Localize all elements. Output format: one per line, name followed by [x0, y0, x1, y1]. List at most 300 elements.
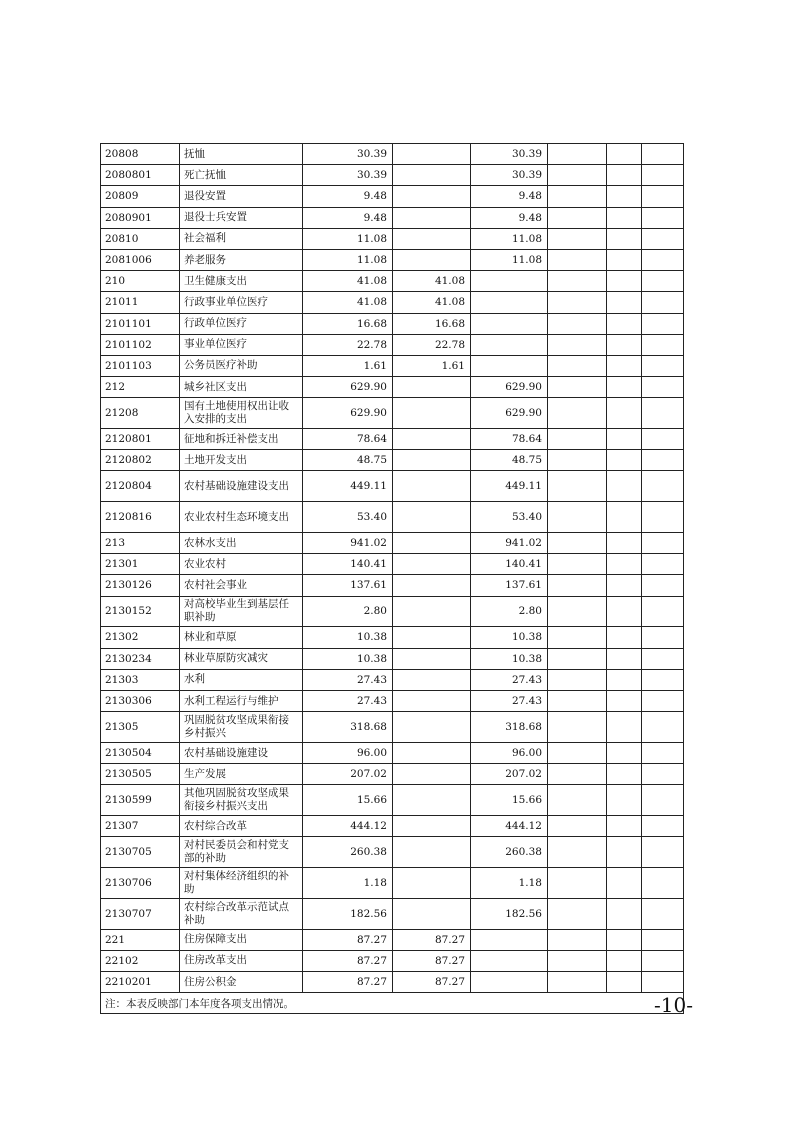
- empty-cell: [607, 972, 642, 993]
- empty-cell: [607, 165, 642, 186]
- empty-cell: [607, 429, 642, 450]
- code-cell: 21302: [101, 627, 180, 648]
- empty-cell: [607, 249, 642, 270]
- empty-cell: [607, 950, 642, 971]
- name-cell: 社会福利: [180, 228, 303, 249]
- name-cell: 城乡社区支出: [180, 377, 303, 398]
- basic-cell: [393, 868, 471, 899]
- empty-cell: [607, 868, 642, 899]
- empty-cell: [548, 313, 607, 334]
- basic-cell: [393, 533, 471, 554]
- code-cell: 2080801: [101, 165, 180, 186]
- basic-cell: 1.61: [393, 355, 471, 376]
- table-row: [101, 972, 684, 993]
- code-cell: 2120801: [101, 429, 180, 450]
- project-cell: 10.38: [471, 648, 548, 669]
- total-cell: 87.27: [303, 972, 393, 993]
- code-cell: 212: [101, 377, 180, 398]
- basic-cell: [393, 712, 471, 743]
- project-cell: 9.48: [471, 207, 548, 228]
- total-cell: 87.27: [303, 950, 393, 971]
- table-row: [101, 712, 684, 743]
- total-cell: 41.08: [303, 292, 393, 313]
- empty-cell: [642, 207, 684, 228]
- name-cell: 农村综合改革示范试点补助: [180, 898, 303, 929]
- project-cell: [471, 950, 548, 971]
- empty-cell: [548, 207, 607, 228]
- table-row: [101, 764, 684, 785]
- empty-cell: [642, 165, 684, 186]
- total-cell: 30.39: [303, 144, 393, 165]
- code-cell: 210: [101, 271, 180, 292]
- code-cell: 2120816: [101, 502, 180, 533]
- project-cell: 941.02: [471, 533, 548, 554]
- table-row: [101, 398, 684, 429]
- code-cell: 21011: [101, 292, 180, 313]
- empty-cell: [607, 627, 642, 648]
- table-row: [101, 144, 684, 165]
- empty-cell: [642, 764, 684, 785]
- empty-cell: [548, 785, 607, 816]
- empty-cell: [548, 648, 607, 669]
- project-cell: [471, 271, 548, 292]
- name-cell: 养老服务: [180, 249, 303, 270]
- empty-cell: [642, 554, 684, 575]
- project-cell: 182.56: [471, 898, 548, 929]
- code-cell: 20809: [101, 186, 180, 207]
- total-cell: 11.08: [303, 249, 393, 270]
- empty-cell: [607, 398, 642, 429]
- empty-cell: [642, 502, 684, 533]
- table-row: [101, 228, 684, 249]
- name-cell: 土地开发支出: [180, 450, 303, 471]
- table-row: [101, 785, 684, 816]
- project-cell: 27.43: [471, 690, 548, 711]
- code-cell: 2120804: [101, 471, 180, 502]
- code-cell: 2120802: [101, 450, 180, 471]
- project-cell: 27.43: [471, 669, 548, 690]
- project-cell: 11.08: [471, 228, 548, 249]
- empty-cell: [607, 186, 642, 207]
- empty-cell: [642, 669, 684, 690]
- total-cell: 2.80: [303, 596, 393, 627]
- total-cell: 260.38: [303, 837, 393, 868]
- project-cell: 48.75: [471, 450, 548, 471]
- empty-cell: [548, 898, 607, 929]
- empty-cell: [548, 929, 607, 950]
- empty-cell: [642, 712, 684, 743]
- empty-cell: [607, 334, 642, 355]
- basic-cell: [393, 554, 471, 575]
- table-row: [101, 669, 684, 690]
- empty-cell: [548, 165, 607, 186]
- name-cell: 死亡抚恤: [180, 165, 303, 186]
- empty-cell: [607, 292, 642, 313]
- project-cell: 2.80: [471, 596, 548, 627]
- empty-cell: [642, 450, 684, 471]
- total-cell: 140.41: [303, 554, 393, 575]
- name-cell: 其他巩固脱贫攻坚成果衔接乡村振兴支出: [180, 785, 303, 816]
- empty-cell: [607, 377, 642, 398]
- basic-cell: [393, 648, 471, 669]
- code-cell: 21301: [101, 554, 180, 575]
- empty-cell: [548, 377, 607, 398]
- empty-cell: [607, 450, 642, 471]
- code-cell: 2130707: [101, 898, 180, 929]
- project-cell: [471, 334, 548, 355]
- basic-cell: [393, 502, 471, 533]
- table-row: [101, 207, 684, 228]
- basic-cell: [393, 207, 471, 228]
- name-cell: 农村基础设施建设支出: [180, 471, 303, 502]
- code-cell: 2101103: [101, 355, 180, 376]
- name-cell: 农业农村: [180, 554, 303, 575]
- project-cell: 9.48: [471, 186, 548, 207]
- code-cell: 21208: [101, 398, 180, 429]
- project-cell: 10.38: [471, 627, 548, 648]
- empty-cell: [642, 334, 684, 355]
- total-cell: 1.18: [303, 868, 393, 899]
- total-cell: 444.12: [303, 816, 393, 837]
- empty-cell: [607, 742, 642, 763]
- code-cell: 22102: [101, 950, 180, 971]
- table-row: [101, 554, 684, 575]
- basic-cell: [393, 429, 471, 450]
- empty-cell: [607, 271, 642, 292]
- name-cell: 对高校毕业生到基层任职补助: [180, 596, 303, 627]
- empty-cell: [548, 144, 607, 165]
- empty-cell: [642, 816, 684, 837]
- code-cell: 213: [101, 533, 180, 554]
- empty-cell: [642, 292, 684, 313]
- basic-cell: 87.27: [393, 929, 471, 950]
- table-row: [101, 249, 684, 270]
- basic-cell: [393, 596, 471, 627]
- project-cell: [471, 929, 548, 950]
- empty-cell: [548, 712, 607, 743]
- name-cell: 行政单位医疗: [180, 313, 303, 334]
- name-cell: 退役安置: [180, 186, 303, 207]
- code-cell: 2130505: [101, 764, 180, 785]
- empty-cell: [642, 742, 684, 763]
- project-cell: 140.41: [471, 554, 548, 575]
- empty-cell: [607, 207, 642, 228]
- table-row: [101, 898, 684, 929]
- project-cell: 11.08: [471, 249, 548, 270]
- table-row: [101, 596, 684, 627]
- name-cell: 农林水支出: [180, 533, 303, 554]
- page-number: -10-: [654, 993, 693, 1017]
- basic-cell: [393, 398, 471, 429]
- name-cell: 国有土地使用权出让收入安排的支出: [180, 398, 303, 429]
- empty-cell: [642, 648, 684, 669]
- name-cell: 征地和拆迁补偿支出: [180, 429, 303, 450]
- total-cell: 53.40: [303, 502, 393, 533]
- basic-cell: [393, 898, 471, 929]
- code-cell: 2101102: [101, 334, 180, 355]
- basic-cell: [393, 165, 471, 186]
- empty-cell: [607, 785, 642, 816]
- name-cell: 农村社会事业: [180, 575, 303, 596]
- table-row: [101, 377, 684, 398]
- basic-cell: [393, 742, 471, 763]
- empty-cell: [642, 144, 684, 165]
- code-cell: 2130705: [101, 837, 180, 868]
- table-row: [101, 950, 684, 971]
- table-row: [101, 165, 684, 186]
- empty-cell: [548, 471, 607, 502]
- expenditure-table: [100, 143, 684, 1014]
- table-row: [101, 648, 684, 669]
- total-cell: 629.90: [303, 377, 393, 398]
- name-cell: 住房保障支出: [180, 929, 303, 950]
- empty-cell: [642, 972, 684, 993]
- basic-cell: 22.78: [393, 334, 471, 355]
- empty-cell: [607, 144, 642, 165]
- code-cell: 2081006: [101, 249, 180, 270]
- empty-cell: [548, 271, 607, 292]
- empty-cell: [607, 712, 642, 743]
- project-cell: 78.64: [471, 429, 548, 450]
- total-cell: 22.78: [303, 334, 393, 355]
- total-cell: 9.48: [303, 207, 393, 228]
- total-cell: 48.75: [303, 450, 393, 471]
- project-cell: 449.11: [471, 471, 548, 502]
- total-cell: 941.02: [303, 533, 393, 554]
- total-cell: 10.38: [303, 648, 393, 669]
- code-cell: 2080901: [101, 207, 180, 228]
- code-cell: 2130504: [101, 742, 180, 763]
- name-cell: 水利工程运行与维护: [180, 690, 303, 711]
- basic-cell: 16.68: [393, 313, 471, 334]
- code-cell: 2210201: [101, 972, 180, 993]
- empty-cell: [548, 627, 607, 648]
- basic-cell: [393, 837, 471, 868]
- code-cell: 20808: [101, 144, 180, 165]
- empty-cell: [548, 292, 607, 313]
- table-row: [101, 355, 684, 376]
- empty-cell: [607, 575, 642, 596]
- basic-cell: [393, 228, 471, 249]
- project-cell: 1.18: [471, 868, 548, 899]
- empty-cell: [548, 575, 607, 596]
- basic-cell: [393, 575, 471, 596]
- name-cell: 抚恤: [180, 144, 303, 165]
- project-cell: 96.00: [471, 742, 548, 763]
- empty-cell: [548, 228, 607, 249]
- total-cell: 27.43: [303, 669, 393, 690]
- basic-cell: 41.08: [393, 292, 471, 313]
- total-cell: 11.08: [303, 228, 393, 249]
- total-cell: 16.68: [303, 313, 393, 334]
- project-cell: 30.39: [471, 165, 548, 186]
- name-cell: 水利: [180, 669, 303, 690]
- name-cell: 农村基础设施建设: [180, 742, 303, 763]
- project-cell: [471, 972, 548, 993]
- code-cell: 2130306: [101, 690, 180, 711]
- name-cell: 生产发展: [180, 764, 303, 785]
- empty-cell: [548, 742, 607, 763]
- basic-cell: [393, 669, 471, 690]
- empty-cell: [642, 950, 684, 971]
- table-row: [101, 627, 684, 648]
- empty-cell: [548, 186, 607, 207]
- empty-cell: [607, 596, 642, 627]
- table-row: [101, 868, 684, 899]
- empty-cell: [642, 271, 684, 292]
- note-row: [101, 993, 684, 1014]
- empty-cell: [607, 533, 642, 554]
- name-cell: 巩固脱贫攻坚成果衔接乡村振兴: [180, 712, 303, 743]
- project-cell: 629.90: [471, 398, 548, 429]
- empty-cell: [642, 249, 684, 270]
- total-cell: 41.08: [303, 271, 393, 292]
- empty-cell: [642, 785, 684, 816]
- project-cell: 207.02: [471, 764, 548, 785]
- empty-cell: [642, 837, 684, 868]
- code-cell: 20810: [101, 228, 180, 249]
- empty-cell: [642, 313, 684, 334]
- total-cell: 182.56: [303, 898, 393, 929]
- project-cell: 30.39: [471, 144, 548, 165]
- total-cell: 629.90: [303, 398, 393, 429]
- basic-cell: [393, 186, 471, 207]
- empty-cell: [642, 898, 684, 929]
- total-cell: 137.61: [303, 575, 393, 596]
- total-cell: 318.68: [303, 712, 393, 743]
- project-cell: 260.38: [471, 837, 548, 868]
- total-cell: 15.66: [303, 785, 393, 816]
- table-row: [101, 450, 684, 471]
- basic-cell: [393, 690, 471, 711]
- table-row: [101, 837, 684, 868]
- basic-cell: [393, 471, 471, 502]
- basic-cell: [393, 764, 471, 785]
- name-cell: 农村综合改革: [180, 816, 303, 837]
- project-cell: 629.90: [471, 377, 548, 398]
- empty-cell: [642, 398, 684, 429]
- project-cell: 53.40: [471, 502, 548, 533]
- project-cell: [471, 292, 548, 313]
- empty-cell: [607, 764, 642, 785]
- empty-cell: [607, 898, 642, 929]
- name-cell: 住房改革支出: [180, 950, 303, 971]
- empty-cell: [607, 313, 642, 334]
- name-cell: 林业草原防灾减灾: [180, 648, 303, 669]
- basic-cell: [393, 144, 471, 165]
- empty-cell: [548, 334, 607, 355]
- table-row: [101, 690, 684, 711]
- empty-cell: [607, 690, 642, 711]
- name-cell: 林业和草原: [180, 627, 303, 648]
- empty-cell: [548, 355, 607, 376]
- table-row: [101, 575, 684, 596]
- code-cell: 221: [101, 929, 180, 950]
- name-cell: 对村集体经济组织的补助: [180, 868, 303, 899]
- table-row: [101, 533, 684, 554]
- empty-cell: [548, 429, 607, 450]
- basic-cell: 87.27: [393, 950, 471, 971]
- empty-cell: [607, 648, 642, 669]
- table-row: [101, 471, 684, 502]
- name-cell: 住房公积金: [180, 972, 303, 993]
- total-cell: 10.38: [303, 627, 393, 648]
- total-cell: 78.64: [303, 429, 393, 450]
- empty-cell: [548, 669, 607, 690]
- name-cell: 卫生健康支出: [180, 271, 303, 292]
- empty-cell: [642, 575, 684, 596]
- code-cell: 2130234: [101, 648, 180, 669]
- empty-cell: [607, 502, 642, 533]
- empty-cell: [642, 690, 684, 711]
- empty-cell: [548, 533, 607, 554]
- empty-cell: [642, 868, 684, 899]
- empty-cell: [548, 554, 607, 575]
- code-cell: 2130599: [101, 785, 180, 816]
- table-row: [101, 929, 684, 950]
- code-cell: 21305: [101, 712, 180, 743]
- empty-cell: [607, 355, 642, 376]
- table-row: [101, 313, 684, 334]
- name-cell: 公务员医疗补助: [180, 355, 303, 376]
- table-row: [101, 292, 684, 313]
- empty-cell: [642, 533, 684, 554]
- empty-cell: [642, 377, 684, 398]
- empty-cell: [642, 627, 684, 648]
- empty-cell: [548, 837, 607, 868]
- empty-cell: [642, 429, 684, 450]
- project-cell: 318.68: [471, 712, 548, 743]
- empty-cell: [642, 355, 684, 376]
- empty-cell: [548, 596, 607, 627]
- basic-cell: [393, 249, 471, 270]
- basic-cell: 87.27: [393, 972, 471, 993]
- table-row: [101, 742, 684, 763]
- basic-cell: [393, 450, 471, 471]
- code-cell: 2130706: [101, 868, 180, 899]
- basic-cell: [393, 377, 471, 398]
- table-row: [101, 334, 684, 355]
- basic-cell: 41.08: [393, 271, 471, 292]
- code-cell: 21303: [101, 669, 180, 690]
- total-cell: 449.11: [303, 471, 393, 502]
- total-cell: 87.27: [303, 929, 393, 950]
- total-cell: 96.00: [303, 742, 393, 763]
- empty-cell: [548, 398, 607, 429]
- total-cell: 1.61: [303, 355, 393, 376]
- empty-cell: [548, 502, 607, 533]
- project-cell: 137.61: [471, 575, 548, 596]
- name-cell: 农业农村生态环境支出: [180, 502, 303, 533]
- empty-cell: [548, 816, 607, 837]
- table-row: [101, 816, 684, 837]
- name-cell: 行政事业单位医疗: [180, 292, 303, 313]
- name-cell: 对村民委员会和村党支部的补助: [180, 837, 303, 868]
- code-cell: 21307: [101, 816, 180, 837]
- code-cell: 2130152: [101, 596, 180, 627]
- name-cell: 退役士兵安置: [180, 207, 303, 228]
- empty-cell: [548, 764, 607, 785]
- total-cell: 27.43: [303, 690, 393, 711]
- table-row: [101, 186, 684, 207]
- name-cell: 事业单位医疗: [180, 334, 303, 355]
- empty-cell: [642, 228, 684, 249]
- table-note: 注：本表反映部门本年度各项支出情况。: [101, 993, 684, 1014]
- empty-cell: [607, 816, 642, 837]
- code-cell: 2130126: [101, 575, 180, 596]
- empty-cell: [642, 471, 684, 502]
- empty-cell: [607, 228, 642, 249]
